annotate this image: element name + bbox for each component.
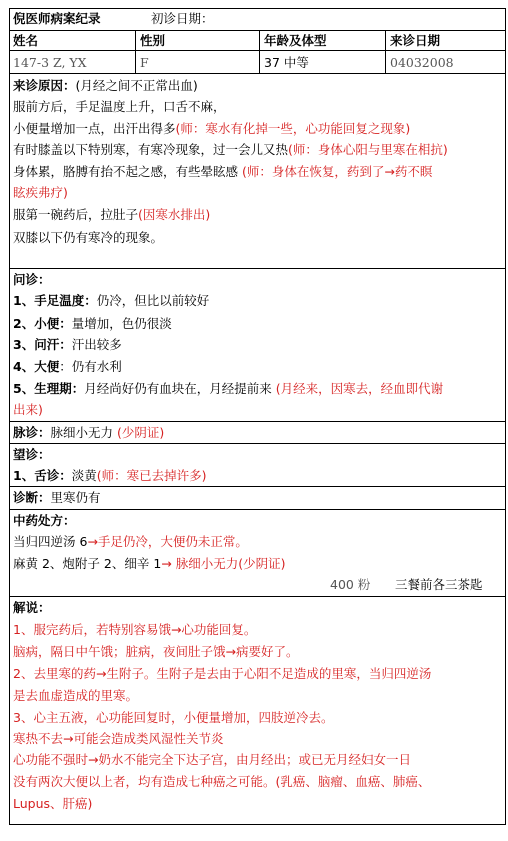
explanation-line: 没有两次大便以上者，均有造成七种癌之可能。(乳癌、脑瘤、血癌、肺癌、: [13, 774, 431, 789]
header-visit-date: 来诊日期: [390, 33, 441, 48]
visit-reason-line: 身体累，胳膊有抬不起之感，有些晕眩感 (师：身体在恢复，药到了→药不瞑: [13, 164, 433, 179]
table-bottom-rule: [9, 73, 506, 74]
inquiry-label: 问诊：: [13, 272, 51, 287]
section-rule: [9, 268, 506, 269]
dosage-instructions: 三餐前各三茶匙: [395, 577, 483, 592]
explanation-line: 2、去里寒的药→生附子。生附子是去由于心阳不足造成的里寒，当归四逆汤: [13, 666, 432, 681]
patient-age-build: 37 中等: [264, 55, 309, 70]
visit-reason-line: 服第一碗药后，拉肚子(因寒水排出): [13, 207, 211, 222]
visit-reason-label: 来诊原因：: [13, 78, 76, 93]
explanation-line: 脑病，隔日中午饿；脏病，夜间肚子饿→病要好了。: [13, 644, 299, 659]
dosage: 400 粉: [330, 577, 371, 592]
table-middle-rule: [9, 50, 506, 51]
explanation-line: 是去血虚造成的里寒。: [13, 688, 139, 703]
inquiry-continuation: 出来): [13, 402, 43, 417]
record-title: 倪医师病案纪录: [13, 11, 101, 26]
section-rule: [9, 596, 506, 597]
header-age-build: 年龄及体型: [264, 33, 327, 48]
section-rule: [9, 443, 506, 444]
explanation-line: 心功能不强时→奶水不能完全下达子宫，由月经出；或已无月经妇女一日: [13, 752, 411, 767]
header-gender: 性别: [140, 33, 166, 48]
patient-id: 147-3 Z, YX: [13, 55, 87, 70]
pulse-diagnosis: 脉诊：脉细小无力 (少阴证): [13, 425, 165, 440]
explanation-line: 寒热不去→可能会造成类风湿性关节炎: [13, 731, 224, 746]
section-rule: [9, 486, 506, 487]
visit-date: 04032008: [390, 55, 454, 70]
explanation-line: 3、心主五液，心功能回复时，小便量增加，四肢逆冷去。: [13, 710, 334, 725]
table-top-rule: [9, 30, 506, 31]
inquiry-item: 4、大便：仍有水利: [13, 359, 122, 374]
explanation-line: Lupus、肝癌): [13, 796, 93, 811]
inquiry-item: 1、手足温度：仍冷，但比以前较好: [13, 293, 210, 308]
explanation-label: 解说：: [13, 600, 51, 615]
visit-reason-line: 服前方后，手足温度上升，口舌不麻，: [13, 99, 226, 114]
section-rule: [9, 509, 506, 510]
visit-reason-line: 双膝以下仍有寒冷的现象。: [13, 230, 164, 245]
inquiry-item: 5、生理期：月经尚好仍有血块在，月经提前来 (月经来，因寒去，经血即代谢: [13, 381, 444, 396]
tongue-diagnosis: 1、舌诊：淡黄(师：寒已去掉许多): [13, 468, 207, 483]
prescription-line: 麻黄 2、炮附子 2、细辛 1→ 脉细小无力(少阴证): [13, 556, 286, 571]
explanation-line: 1、服完药后，若特别容易饿→心功能回复。: [13, 622, 257, 637]
patient-gender: F: [140, 55, 149, 70]
inquiry-item: 2、小便：量增加，色仍很淡: [13, 316, 172, 331]
observation-label: 望诊：: [13, 447, 51, 462]
visit-reason-line: 眩疾弗疗): [13, 185, 68, 200]
prescription-label: 中药处方：: [13, 513, 76, 528]
prescription-line: 当归四逆汤 6→手足仍冷，大便仍未正常。: [13, 534, 248, 549]
first-visit-label: 初诊日期：: [151, 11, 214, 26]
visit-reason-line: 有时膝盖以下特别寒，有寒冷现象，过一会儿又热(师：身体心阳与里寒在相抗): [13, 142, 448, 157]
header-name: 姓名: [13, 33, 39, 48]
inquiry-item: 3、问汗：汗出较多: [13, 337, 122, 352]
visit-reason-heading: [13, 78, 198, 93]
visit-reason-note: (月经之间不正常出血): [75, 78, 198, 93]
visit-reason-line: 小便量增加一点，出汗出得多(师：寒水有化掉一些，心功能回复之现象): [13, 121, 411, 136]
section-rule: [9, 421, 506, 422]
diagnosis: 诊断：里寒仍有: [13, 490, 101, 505]
